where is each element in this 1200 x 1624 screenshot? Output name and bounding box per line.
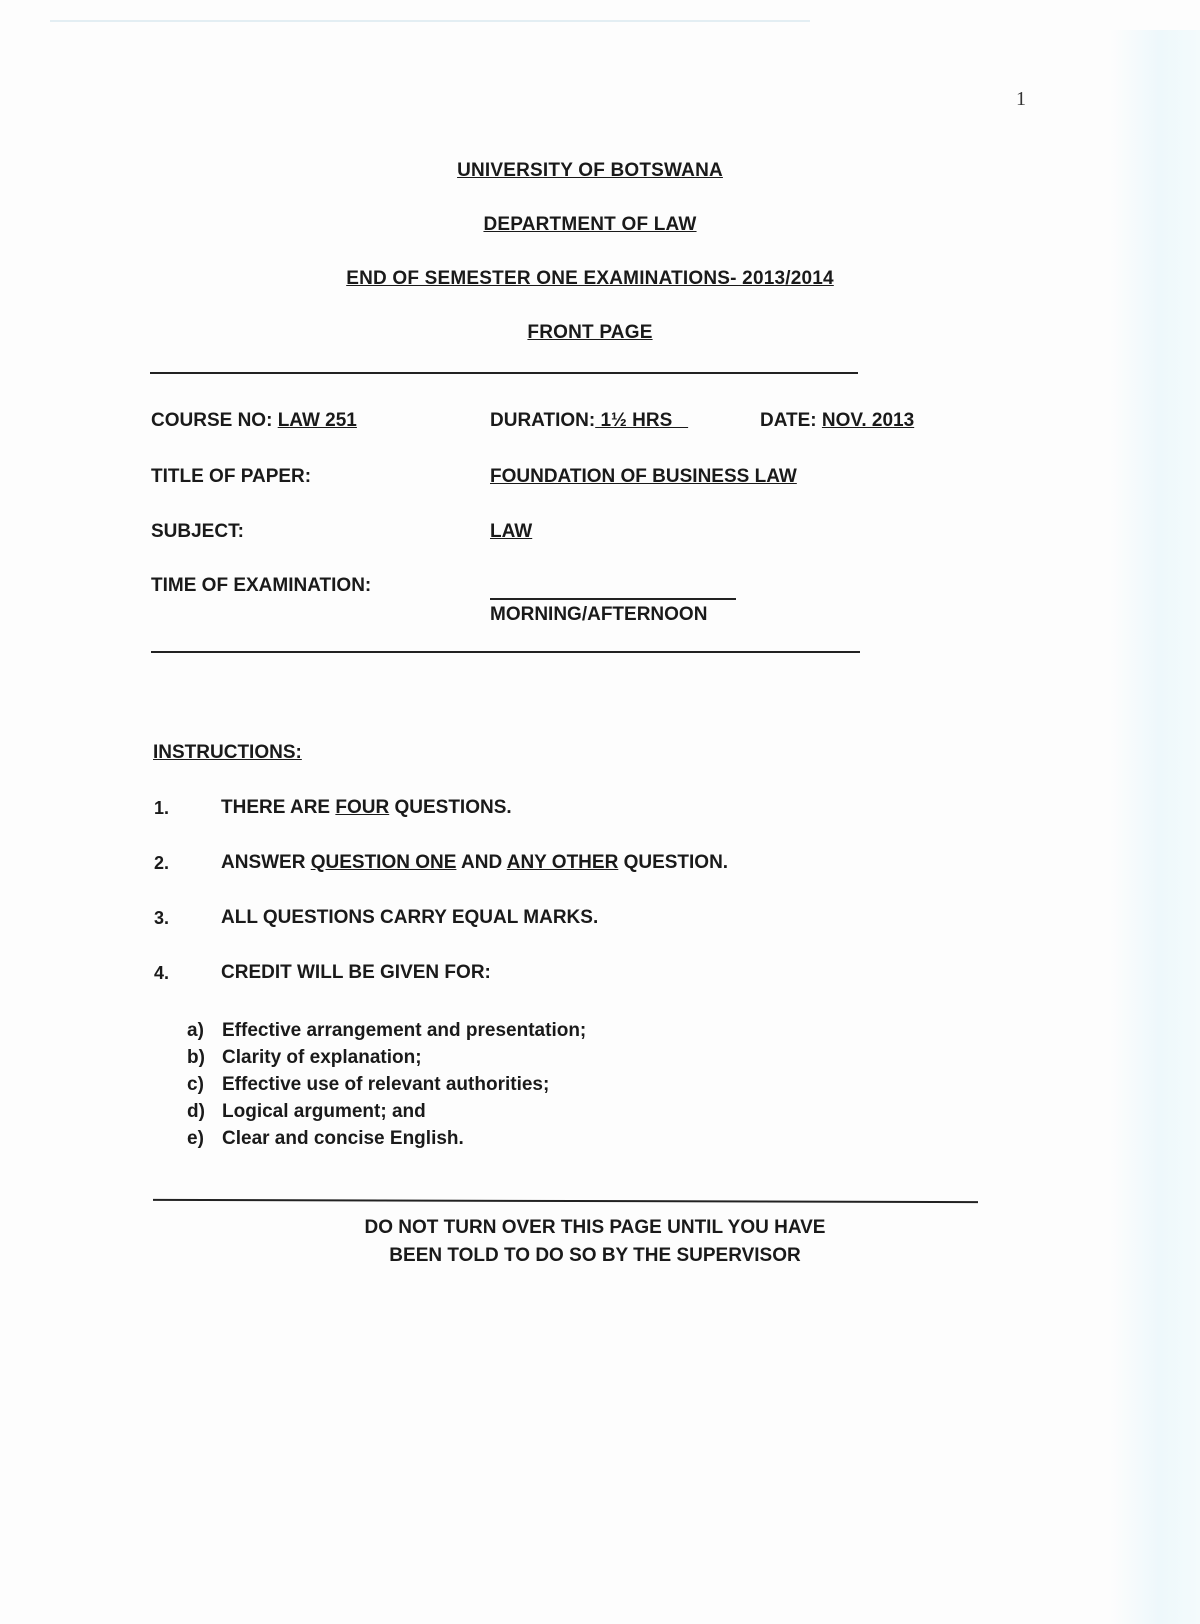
duration-label: DURATION: [490,410,596,431]
instruction-number: 2. [154,853,170,873]
sub-item-text: Effective use of relevant authorities; [222,1074,550,1095]
instruction-1: THERE ARE FOUR QUESTIONS. [221,797,512,818]
title-value: FOUNDATION OF BUSINESS LAW [490,466,797,487]
course-value: LAW 251 [277,410,357,431]
date-label: DATE: [760,410,822,431]
instruction-2: ANSWER QUESTION ONE AND ANY OTHER QUESTION. [221,852,729,873]
sub-item-text: Effective arrangement and presentation; [222,1020,587,1041]
duration [490,410,688,432]
details-divider [151,651,860,653]
scan-edge-top [50,20,810,22]
course-label: COURSE NO: [151,410,278,431]
course-number [151,410,357,432]
front-page-heading: FRONT PAGE [527,322,653,343]
title-label: TITLE OF PAPER: [151,466,312,487]
sub-item-label: d) [187,1101,205,1122]
sub-item-text: Clarity of explanation; [222,1047,422,1068]
sub-item-label: a) [187,1020,204,1041]
time-value: MORNING/AFTERNOON [490,604,708,625]
instruction-4: CREDIT WILL BE GIVEN FOR: [221,962,491,983]
sub-item-label: c) [187,1074,204,1095]
exam-heading: END OF SEMESTER ONE EXAMINATIONS- 2013/2014 [346,268,834,289]
sub-item-label: e) [187,1128,204,1149]
instruction-3: ALL QUESTIONS CARRY EQUAL MARKS. [221,907,599,928]
instruction-number: 3. [154,908,170,928]
sub-item-text: Logical argument; and [222,1101,426,1122]
notice-line-1: DO NOT TURN OVER THIS PAGE UNTIL YOU HAVE [364,1217,826,1238]
subject-value: LAW [490,521,533,542]
time-blank-line [490,598,736,600]
notice-line-2: BEEN TOLD TO DO SO BY THE SUPERVISOR [389,1245,801,1266]
date-value: NOV. 2013 [821,410,915,431]
university-heading: UNIVERSITY OF BOTSWANA [457,160,723,181]
instruction-number: 4. [154,963,170,983]
duration-value: 1½ HRS [595,410,689,431]
top-divider [150,372,858,374]
page-number: 1 [1016,88,1026,110]
instructions-heading: INSTRUCTIONS: [153,742,302,763]
instruction-number: 1. [154,798,170,818]
bottom-divider [153,1199,978,1203]
time-label: TIME OF EXAMINATION: [151,575,372,596]
subject-label: SUBJECT: [151,521,244,542]
exam-date [760,410,914,432]
supervisor-notice [300,1214,890,1270]
sub-item-text: Clear and concise English. [222,1128,464,1149]
sub-item-label: b) [187,1047,205,1068]
department-heading: DEPARTMENT OF LAW [483,214,697,235]
